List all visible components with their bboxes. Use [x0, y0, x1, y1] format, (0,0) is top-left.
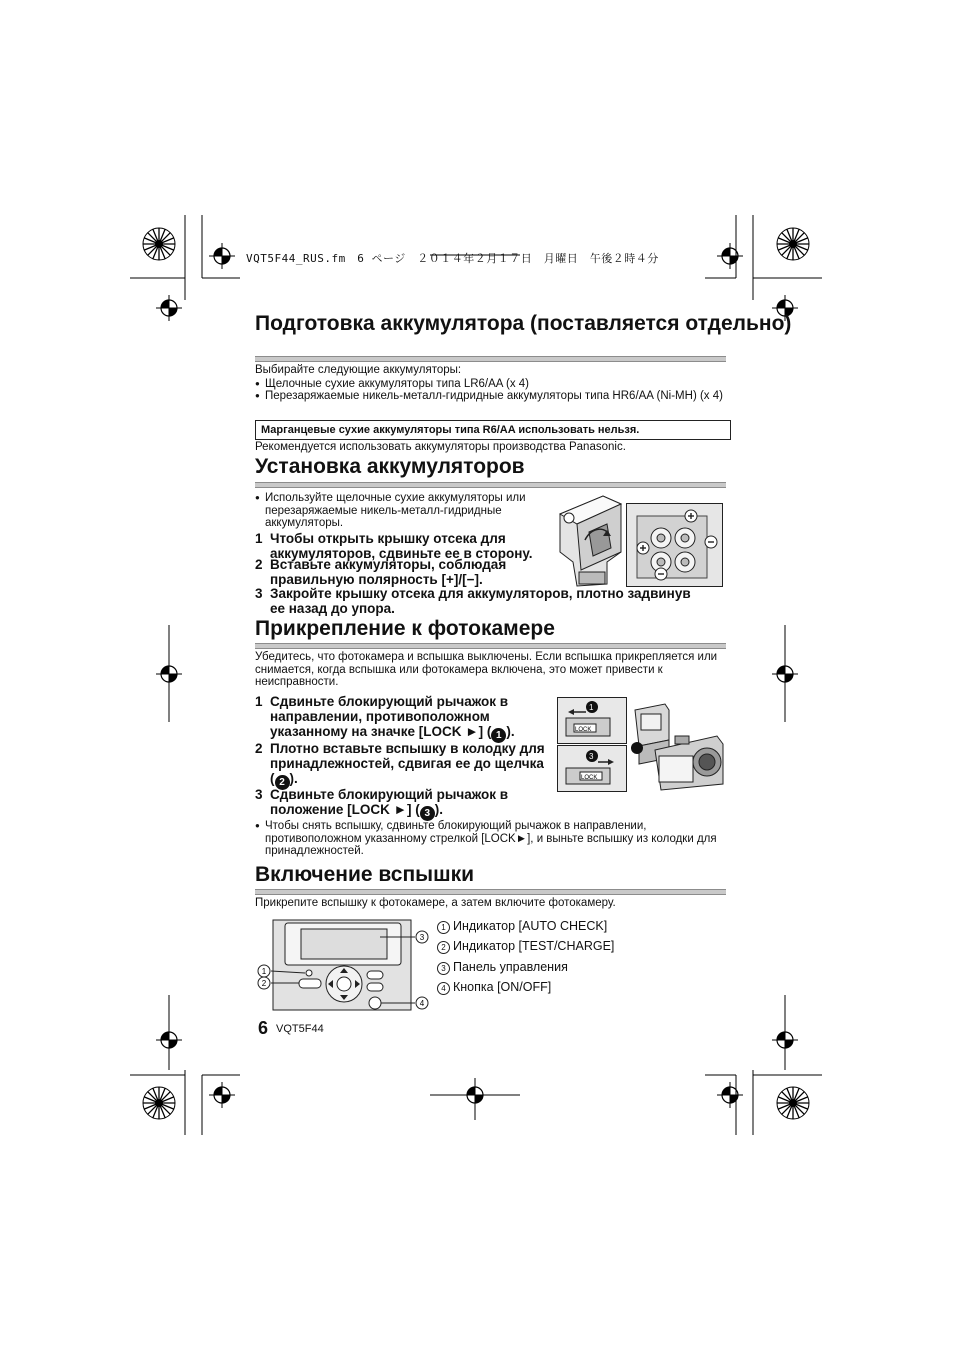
control-panel-illustration [255, 917, 435, 1013]
lock-lever-illustration-1 [557, 697, 627, 744]
step-marker-3: 3 [420, 806, 435, 821]
sec3-intro: Убедитесь, что фотокамера и вспышка выключены. Если вспышка прикрепляется или снимается, когда вспышка или фотокамера включена, это может привести к неисправности. [255, 651, 718, 688]
warning-box: Марганцевые сухие аккумуляторы типа R6/AA использовать нельзя. [255, 420, 731, 440]
section-title-battery-install: Установка аккумуляторов [255, 455, 525, 478]
flash-battery-cover-illustration [555, 492, 625, 590]
legend-item: 1 Индикатор [AUTO CHECK] [437, 919, 607, 934]
sec4-intro: Прикрепите вспышку к фотокамере, а затем включите фотокамеру. [255, 897, 616, 909]
svg-text:1: 1 [589, 703, 594, 712]
callout-3: 3 [419, 933, 425, 942]
svg-text:LOCK: LOCK [581, 775, 598, 781]
callout-2: 2 [261, 979, 267, 988]
section-rule [255, 643, 726, 649]
legend-item: 4 Кнопка [ON/OFF] [437, 980, 551, 995]
lock-lever-illustration-2 [557, 745, 627, 792]
sec1-bullet: ● Перезаряжаемые никель-металл-гидридные аккумуляторы типа HR6/AA (Ni-MH) (x 4) [255, 390, 730, 403]
print-header: VQT5F44_RUS.fm 6 ページ ２０１４年２月１７日 月曜日 午後２時４分 [246, 252, 659, 265]
install-step: 3 Закройте крышку отсека для аккумуляторов, плотно задвинув ее назад до упора. [255, 586, 691, 616]
callout-1: 1 [261, 967, 267, 976]
legend-item: 3 Панель управления [437, 960, 568, 975]
sec1-bullet: ● Щелочные сухие аккумуляторы типа LR6/AA (x 4) [255, 378, 730, 391]
sec1-note: Рекомендуется использовать аккумуляторы производства Panasonic. [255, 441, 626, 453]
sec2-bullet: ● Используйте щелочные сухие аккумуляторы или перезаряжаемые никель-металл-гидридные аккумуляторы. [255, 492, 555, 530]
page-number: 6 [258, 1018, 269, 1038]
attach-step: 2 Плотно вставьте вспышку в колодку для принадлежностей, сдвигая ее до щелчка ( 2 ). [255, 741, 545, 788]
install-step: 1 Чтобы открыть крышку отсека для аккумуляторов, сдвиньте ее в сторону. [255, 531, 533, 561]
callout-4: 4 [419, 999, 425, 1008]
section-title-attach: Прикрепление к фотокамере [255, 617, 555, 640]
battery-polarity-illustration [626, 503, 723, 587]
sec1-intro: Выбирайте следующие аккумуляторы: [255, 364, 462, 376]
document-code: VQT5F44 [276, 1023, 324, 1035]
attach-step: 3 Сдвиньте блокирующий рычажок в положение [LOCK ►] ( 3 ). [255, 787, 509, 819]
svg-text:3: 3 [589, 752, 594, 761]
section-title-power-on: Включение вспышки [255, 863, 474, 886]
step-marker-1: 1 [491, 728, 506, 743]
section-rule [255, 356, 726, 362]
step-marker-2: 2 [275, 775, 290, 790]
legend-item: 2 Индикатор [TEST/CHARGE] [437, 939, 614, 954]
flash-on-camera-illustration [625, 700, 725, 792]
svg-text:LOCK: LOCK [575, 727, 592, 733]
attach-step: 1 Сдвиньте блокирующий рычажок в направлении, противоположном указанному на значке [LOCK ►] ( 1 ). [255, 694, 515, 741]
section-title-battery-prep: Подготовка аккумулятора (поставляется отдельно) [255, 312, 792, 335]
section-rule [255, 482, 726, 488]
sec3-bullet: ● Чтобы снять вспышку, сдвиньте блокирующий рычажок в направлении, противоположном указанному стрелкой [LOCK►], и выньте вспышку из колодки для принадлежностей. [255, 820, 725, 858]
section-rule [255, 889, 726, 895]
install-step: 2 Вставьте аккумуляторы, соблюдая правильную полярность [+]/[−]. [255, 557, 507, 587]
